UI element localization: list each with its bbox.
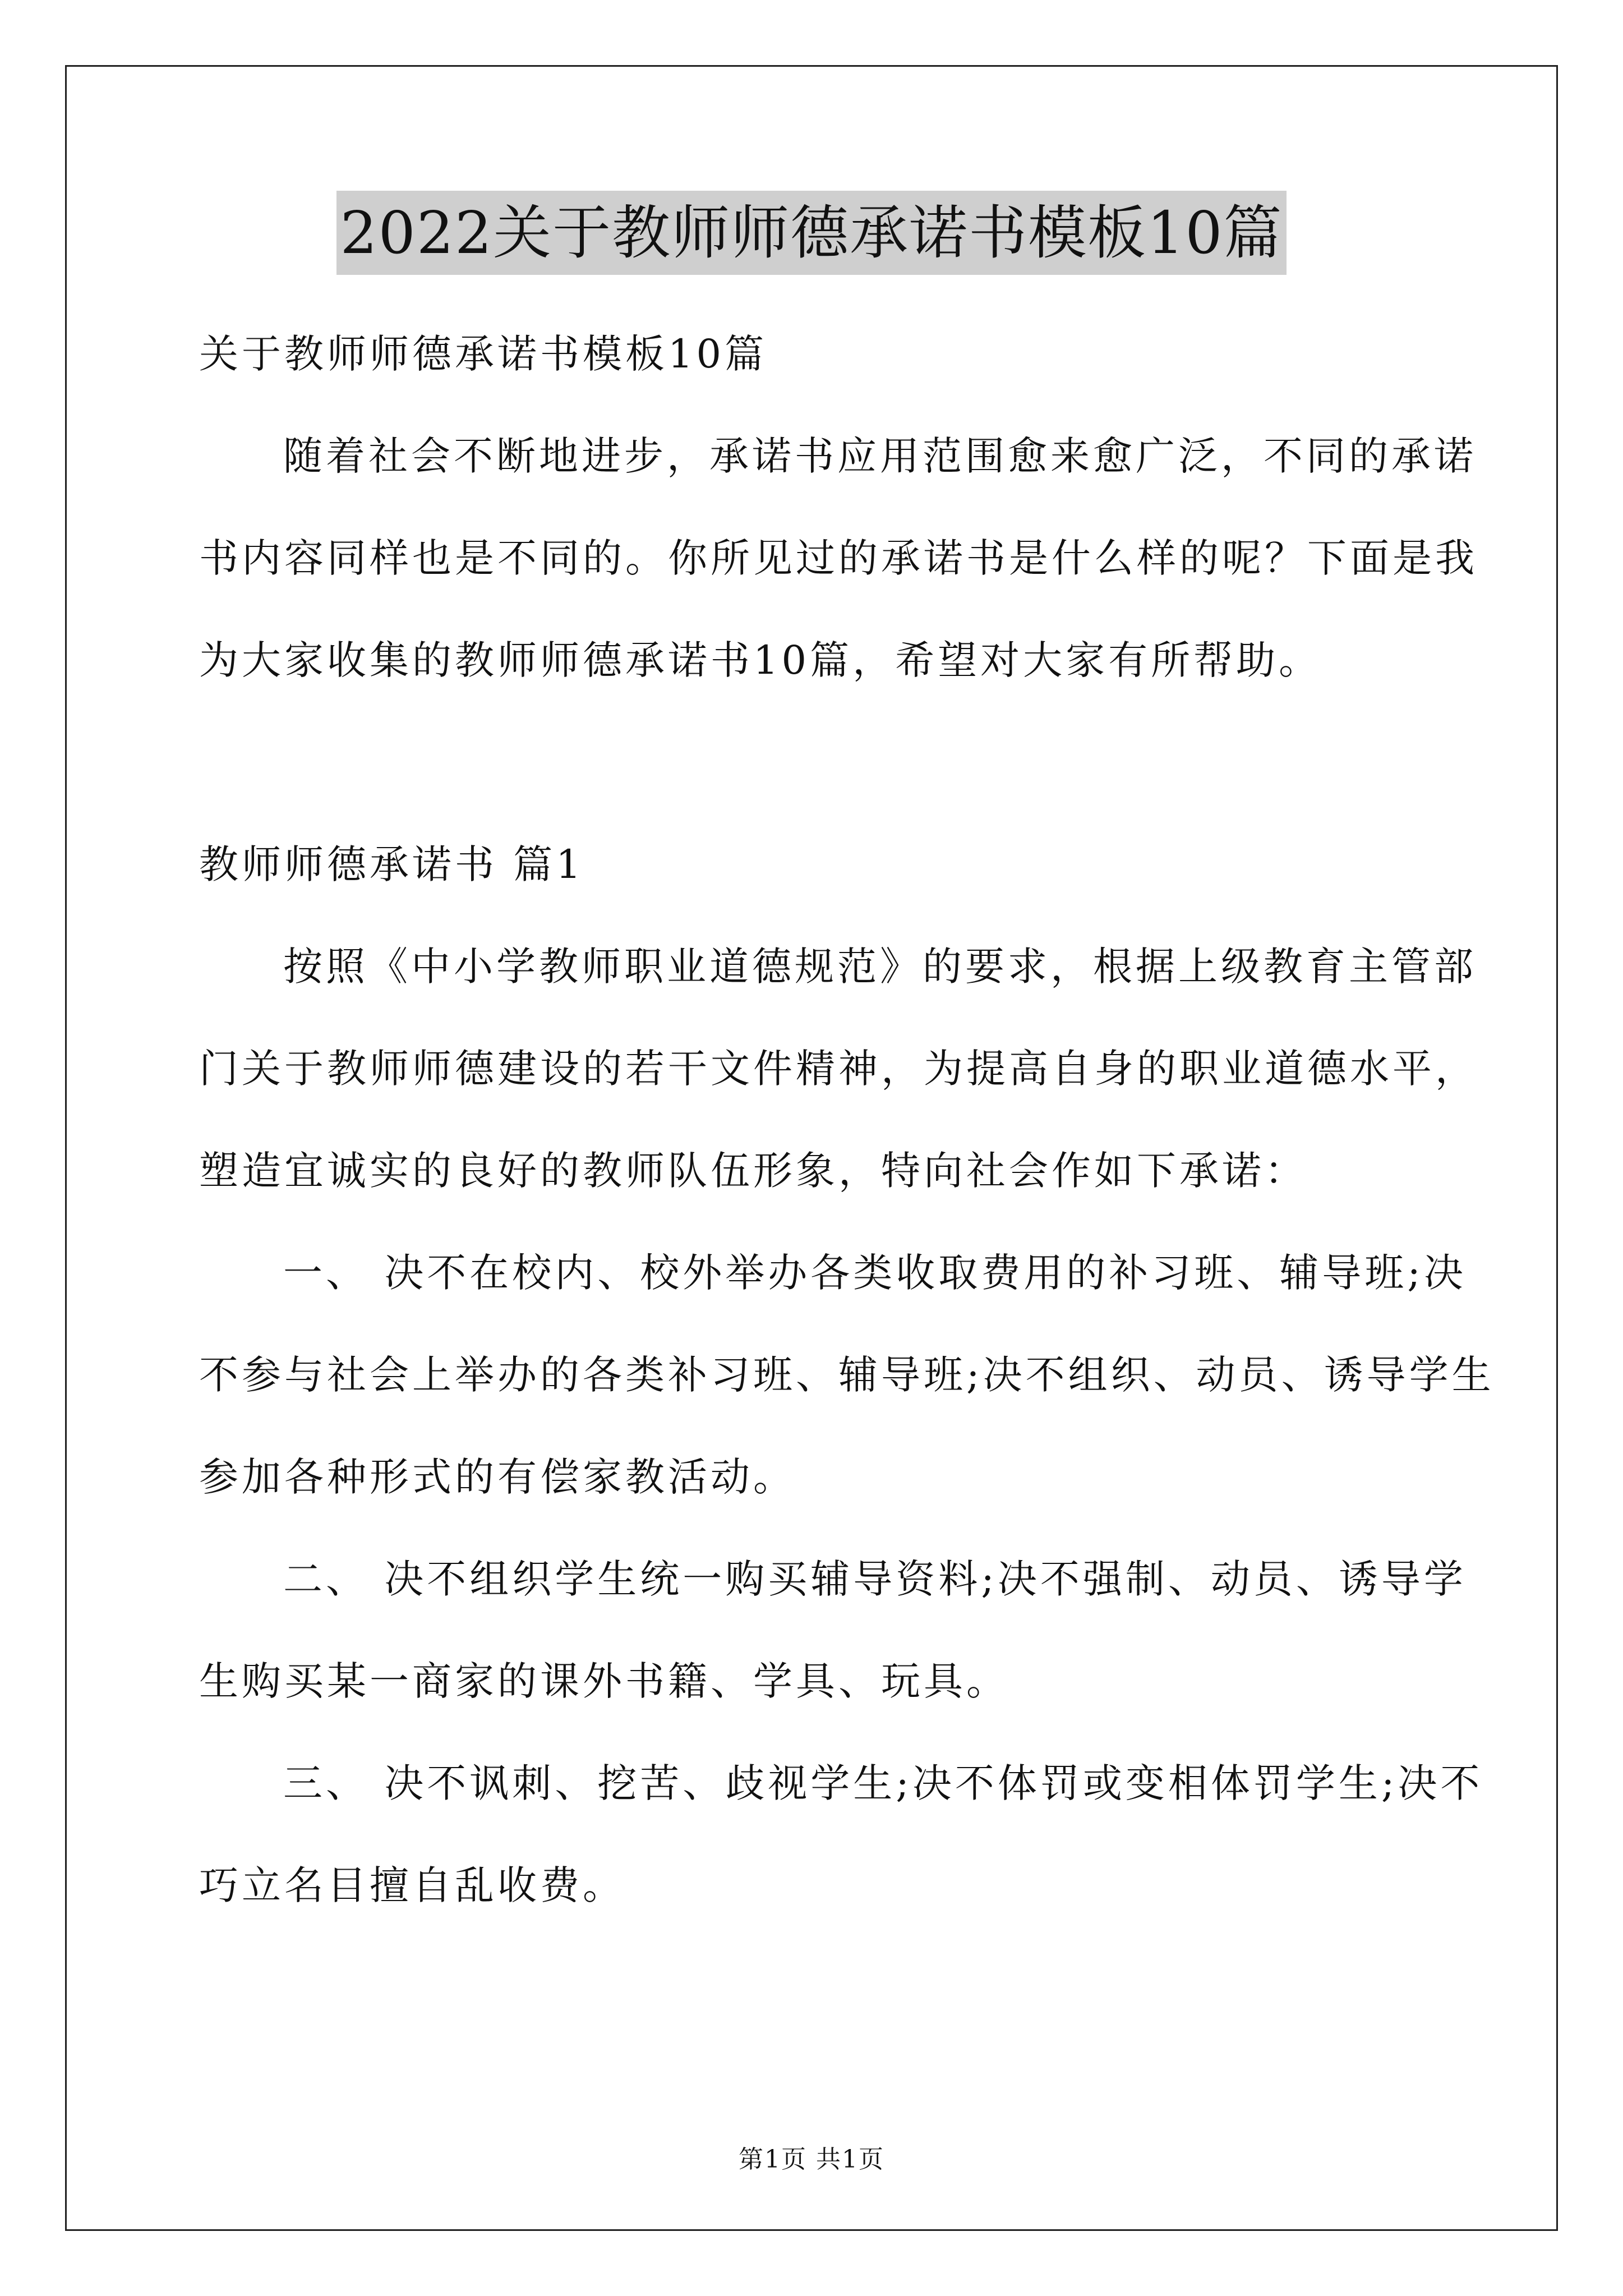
paragraph-line: 一、 决不在校内、校外举办各类收取费用的补习班、辅导班;决 — [283, 1250, 1467, 1296]
paragraph-line: 二、 决不组织学生统一购买辅导资料;决不强制、动员、诱导学 — [283, 1556, 1467, 1602]
document-title: 2022关于教师师德承诺书模板10篇 — [336, 191, 1286, 275]
document-body — [199, 303, 1495, 1936]
paragraph-line: 随着社会不断地进步，承诺书应用范围愈来愈广泛，不同的承诺 — [283, 433, 1477, 479]
paragraph-line: 巧立名目擅自乱收费。 — [199, 1862, 625, 1908]
blank-line — [199, 711, 1433, 813]
paragraph-line: 生购买某一商家的课外书籍、学具、玩具。 — [199, 1658, 1009, 1704]
paragraph-line: 参加各种形式的有偿家教活动。 — [199, 1454, 796, 1500]
paragraph-line: 为大家收集的教师师德承诺书10篇，希望对大家有所帮助。 — [199, 637, 1322, 683]
paragraph-line: 书内容同样也是不同的。你所见过的承诺书是什么样的呢？下面是我 — [199, 535, 1478, 581]
paragraph-line: 门关于教师师德建设的若干文件精神，为提高自身的职业道德水平， — [199, 1046, 1478, 1092]
paragraph-line: 塑造宜诚实的良好的教师队伍形象，特向社会作如下承诺： — [199, 1148, 1307, 1194]
paragraph-line: 三、 决不讽刺、挖苦、歧视学生;决不体罚或变相体罚学生;决不 — [283, 1760, 1483, 1806]
page-number-footer: 第1页 共1页 — [739, 2145, 884, 2174]
subtitle-line: 关于教师师德承诺书模板10篇 — [199, 331, 768, 377]
paragraph-line: 不参与社会上举办的各类补习班、辅导班;决不组织、动员、诱导学生 — [199, 1352, 1495, 1398]
paragraph-line: 按照《中小学教师职业道德规范》的要求，根据上级教育主管部 — [283, 944, 1477, 990]
title-container — [0, 191, 1623, 275]
section-heading: 教师师德承诺书 篇1 — [199, 841, 584, 887]
